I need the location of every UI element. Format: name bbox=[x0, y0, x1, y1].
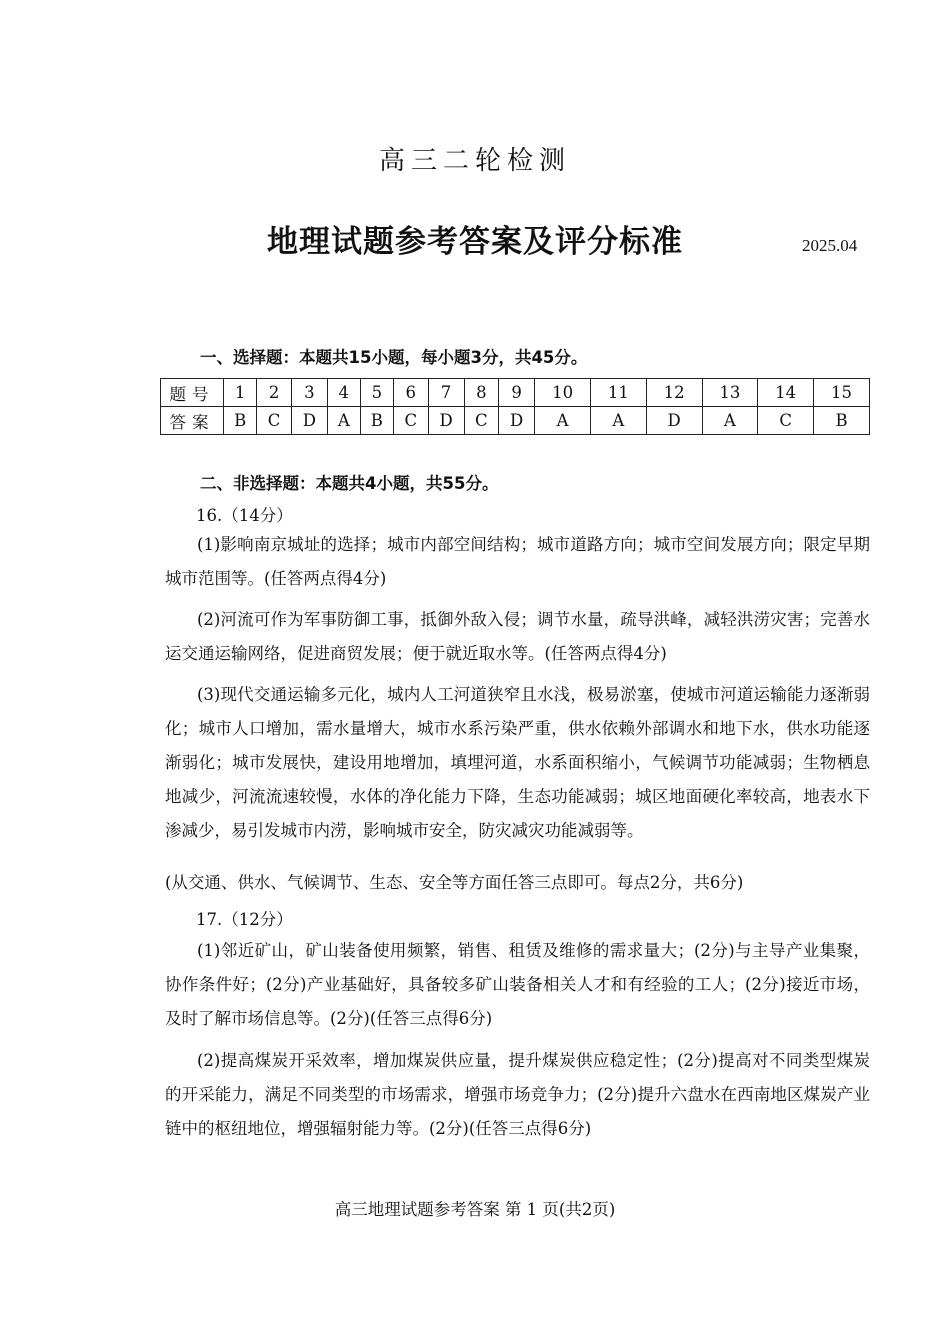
table-row-numbers bbox=[161, 379, 870, 407]
table-cell: 12 bbox=[646, 379, 702, 407]
table-cell: B bbox=[360, 407, 393, 435]
table-cell: B bbox=[814, 407, 870, 435]
table-cell: 15 bbox=[814, 379, 870, 407]
table-cell: C bbox=[464, 407, 499, 435]
table-cell: 5 bbox=[360, 379, 393, 407]
table-cell: D bbox=[291, 407, 327, 435]
table-cell: 13 bbox=[702, 379, 758, 407]
table-cell: 3 bbox=[291, 379, 327, 407]
question-17-header: 17.（12分） bbox=[196, 910, 293, 929]
q17-part-1: (1)邻近矿山，矿山装备使用频繁，销售、租赁及维修的需求量大；(2分)与主导产业集聚，协作条件好；(2分)产业基础好，具备较多矿山装备相关人才和有经验的工人；(2分)接近市场，及时了解市场信息等。(2分)(任答三点得6分) bbox=[165, 941, 870, 1028]
table-cell: 2 bbox=[257, 379, 292, 407]
table-cell: 11 bbox=[590, 379, 646, 407]
section-1-heading: 一、选择题：本题共15小题，每小题3分，共45分。 bbox=[200, 348, 588, 367]
table-cell: 8 bbox=[464, 379, 499, 407]
q17-part-2: (2)提高煤炭开采效率，增加煤炭供应量，提升煤炭供应稳定性；(2分)提高对不同类型煤炭的开采能力，满足不同类型的市场需求，增强市场竞争力；(2分)提升六盘水在西南地区煤炭产业链中的枢纽地位，增强辐射能力等。(2分)(任答三点得6分) bbox=[165, 1051, 870, 1138]
table-cell: B bbox=[224, 407, 257, 435]
q16-part-3-scoring-note: (从交通、供水、气候调节、生态、安全等方面任答三点即可。每点2分，共6分) bbox=[165, 873, 744, 892]
table-row-answers bbox=[161, 407, 870, 435]
question-16-header: 16.（14分） bbox=[196, 506, 293, 525]
table-cell: A bbox=[327, 407, 360, 435]
answer-table bbox=[160, 378, 870, 435]
q16-part-3: (3)现代交通运输多元化，城内人工河道狭窄且水浅，极易淤塞，使城市河道运输能力逐渐弱化；城市人口增加，需水量增大，城市水系污染严重，供水依赖外部调水和地下水，供水功能逐渐弱化；城市发展快，建设用地增加，填埋河道，水系面积缩小，气候调节功能减弱；生物栖息地减少，河流流速较慢，水体的净化能力下降，生态功能减弱；城区地面硬化率较高，地表水下渗减少，易引发城市内涝，影响城市安全，防灾减灾功能减弱等。 bbox=[165, 685, 870, 840]
table-cell: 1 bbox=[224, 379, 257, 407]
table-cell: 10 bbox=[535, 379, 591, 407]
row-label-answer: 答案 bbox=[161, 407, 224, 435]
table-cell: A bbox=[702, 407, 758, 435]
page-footer: 高三地理试题参考答案 第 1 页(共2页) bbox=[334, 1200, 616, 1219]
q16-part-1: (1)影响南京城址的选择；城市内部空间结构；城市道路方向；城市空间发展方向；限定早期城市范围等。(任答两点得4分) bbox=[165, 535, 870, 588]
table-cell: 4 bbox=[327, 379, 360, 407]
exam-supertitle: 高三二轮检测 bbox=[378, 146, 571, 176]
q16-part-2: (2)河流可作为军事防御工事，抵御外敌入侵；调节水量，疏导洪峰，减轻洪涝灾害；完善水运交通运输网络，促进商贸发展；便于就近取水等。(任答两点得4分) bbox=[165, 610, 870, 663]
table-cell: D bbox=[499, 407, 535, 435]
table-cell: 14 bbox=[758, 379, 814, 407]
table-cell: D bbox=[428, 407, 464, 435]
document-date: 2025.04 bbox=[802, 236, 858, 255]
table-cell: C bbox=[257, 407, 292, 435]
section-2-heading: 二、非选择题：本题共4小题，共55分。 bbox=[200, 474, 499, 493]
row-label-number: 题号 bbox=[161, 379, 224, 407]
table-cell: A bbox=[535, 407, 591, 435]
table-cell: 7 bbox=[428, 379, 464, 407]
table-cell: D bbox=[646, 407, 702, 435]
document-title: 地理试题参考答案及评分标准 bbox=[267, 224, 683, 260]
table-cell: 9 bbox=[499, 379, 535, 407]
table-cell: C bbox=[758, 407, 814, 435]
table-cell: C bbox=[393, 407, 428, 435]
table-cell: A bbox=[590, 407, 646, 435]
table-cell: 6 bbox=[393, 379, 428, 407]
